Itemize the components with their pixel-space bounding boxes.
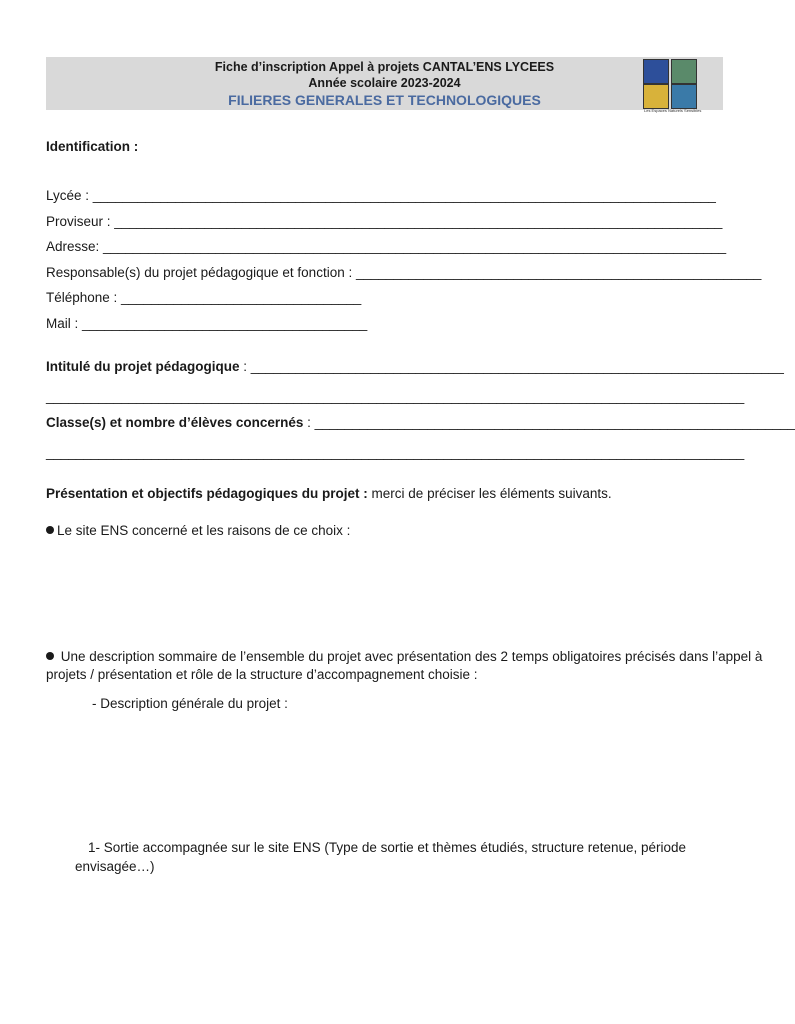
adresse-field[interactable]: Adresse: ___________________________________________________________________________________ — [46, 239, 727, 254]
identification-heading: Identification : — [46, 139, 139, 154]
responsable-field[interactable]: Responsable(s) du projet pédagogique et fonction : ______________________________________________________ — [46, 265, 762, 280]
presentation-instruction: merci de préciser les éléments suivants. — [367, 486, 612, 501]
sortie-line2: envisagée…) — [75, 859, 155, 874]
classes-blank: : ________________________________________________________________ — [303, 415, 795, 430]
bullet-icon — [46, 652, 54, 660]
bullet-site-ens-text: Le site ENS concerné et les raisons de ce choix : — [57, 523, 351, 538]
classes-field[interactable] — [46, 415, 795, 430]
bullet-description — [46, 649, 762, 664]
presentation-label: Présentation et objectifs pédagogiques du projet : — [46, 486, 368, 501]
intitule-field[interactable] — [46, 359, 784, 374]
bullet-icon — [46, 526, 54, 534]
form-title: Fiche d’inscription Appel à projets CANTAL’ENS LYCEES — [214, 60, 555, 74]
intitule-blank: : _______________________________________________________________________ — [239, 359, 784, 374]
intitule-line2[interactable]: _____________________________________________________________________________________________ — [46, 389, 745, 404]
presentation-heading — [46, 486, 612, 501]
proviseur-field[interactable]: Proviseur : _________________________________________________________________________________ — [46, 214, 723, 229]
classes-label: Classe(s) et nombre d’élèves concernés — [46, 415, 304, 430]
telephone-field[interactable]: Téléphone : ________________________________ — [46, 290, 362, 305]
form-header — [46, 57, 723, 110]
bullet-site-ens — [46, 523, 350, 538]
cantal-ens-logo-icon — [641, 57, 702, 113]
intitule-label: Intitulé du projet pédagogique — [46, 359, 240, 374]
sortie-line1: 1- Sortie accompagnée sur le site ENS (Type de sortie et thèmes étudiés, structure retenue, période — [88, 840, 687, 855]
lycee-field[interactable]: Lycée : ___________________________________________________________________________________ — [46, 188, 716, 203]
classes-line2[interactable]: _____________________________________________________________________________________________ — [46, 445, 745, 460]
mail-field[interactable]: Mail : ______________________________________ — [46, 316, 368, 331]
form-subtitle: FILIERES GENERALES ET TECHNOLOGIQUES — [228, 92, 541, 108]
bullet-description-line1: Une description sommaire de l’ensemble du projet avec présentation des 2 temps obligatoires précisés dans l’appel à — [57, 649, 763, 664]
description-generale: - Description générale du projet : — [92, 696, 288, 711]
logo-caption: Les Espaces Naturels Sensibles — [644, 108, 702, 113]
bullet-description-line2: projets / présentation et rôle de la structure d’accompagnement choisie : — [46, 667, 478, 682]
school-year: Année scolaire 2023-2024 — [308, 76, 461, 90]
